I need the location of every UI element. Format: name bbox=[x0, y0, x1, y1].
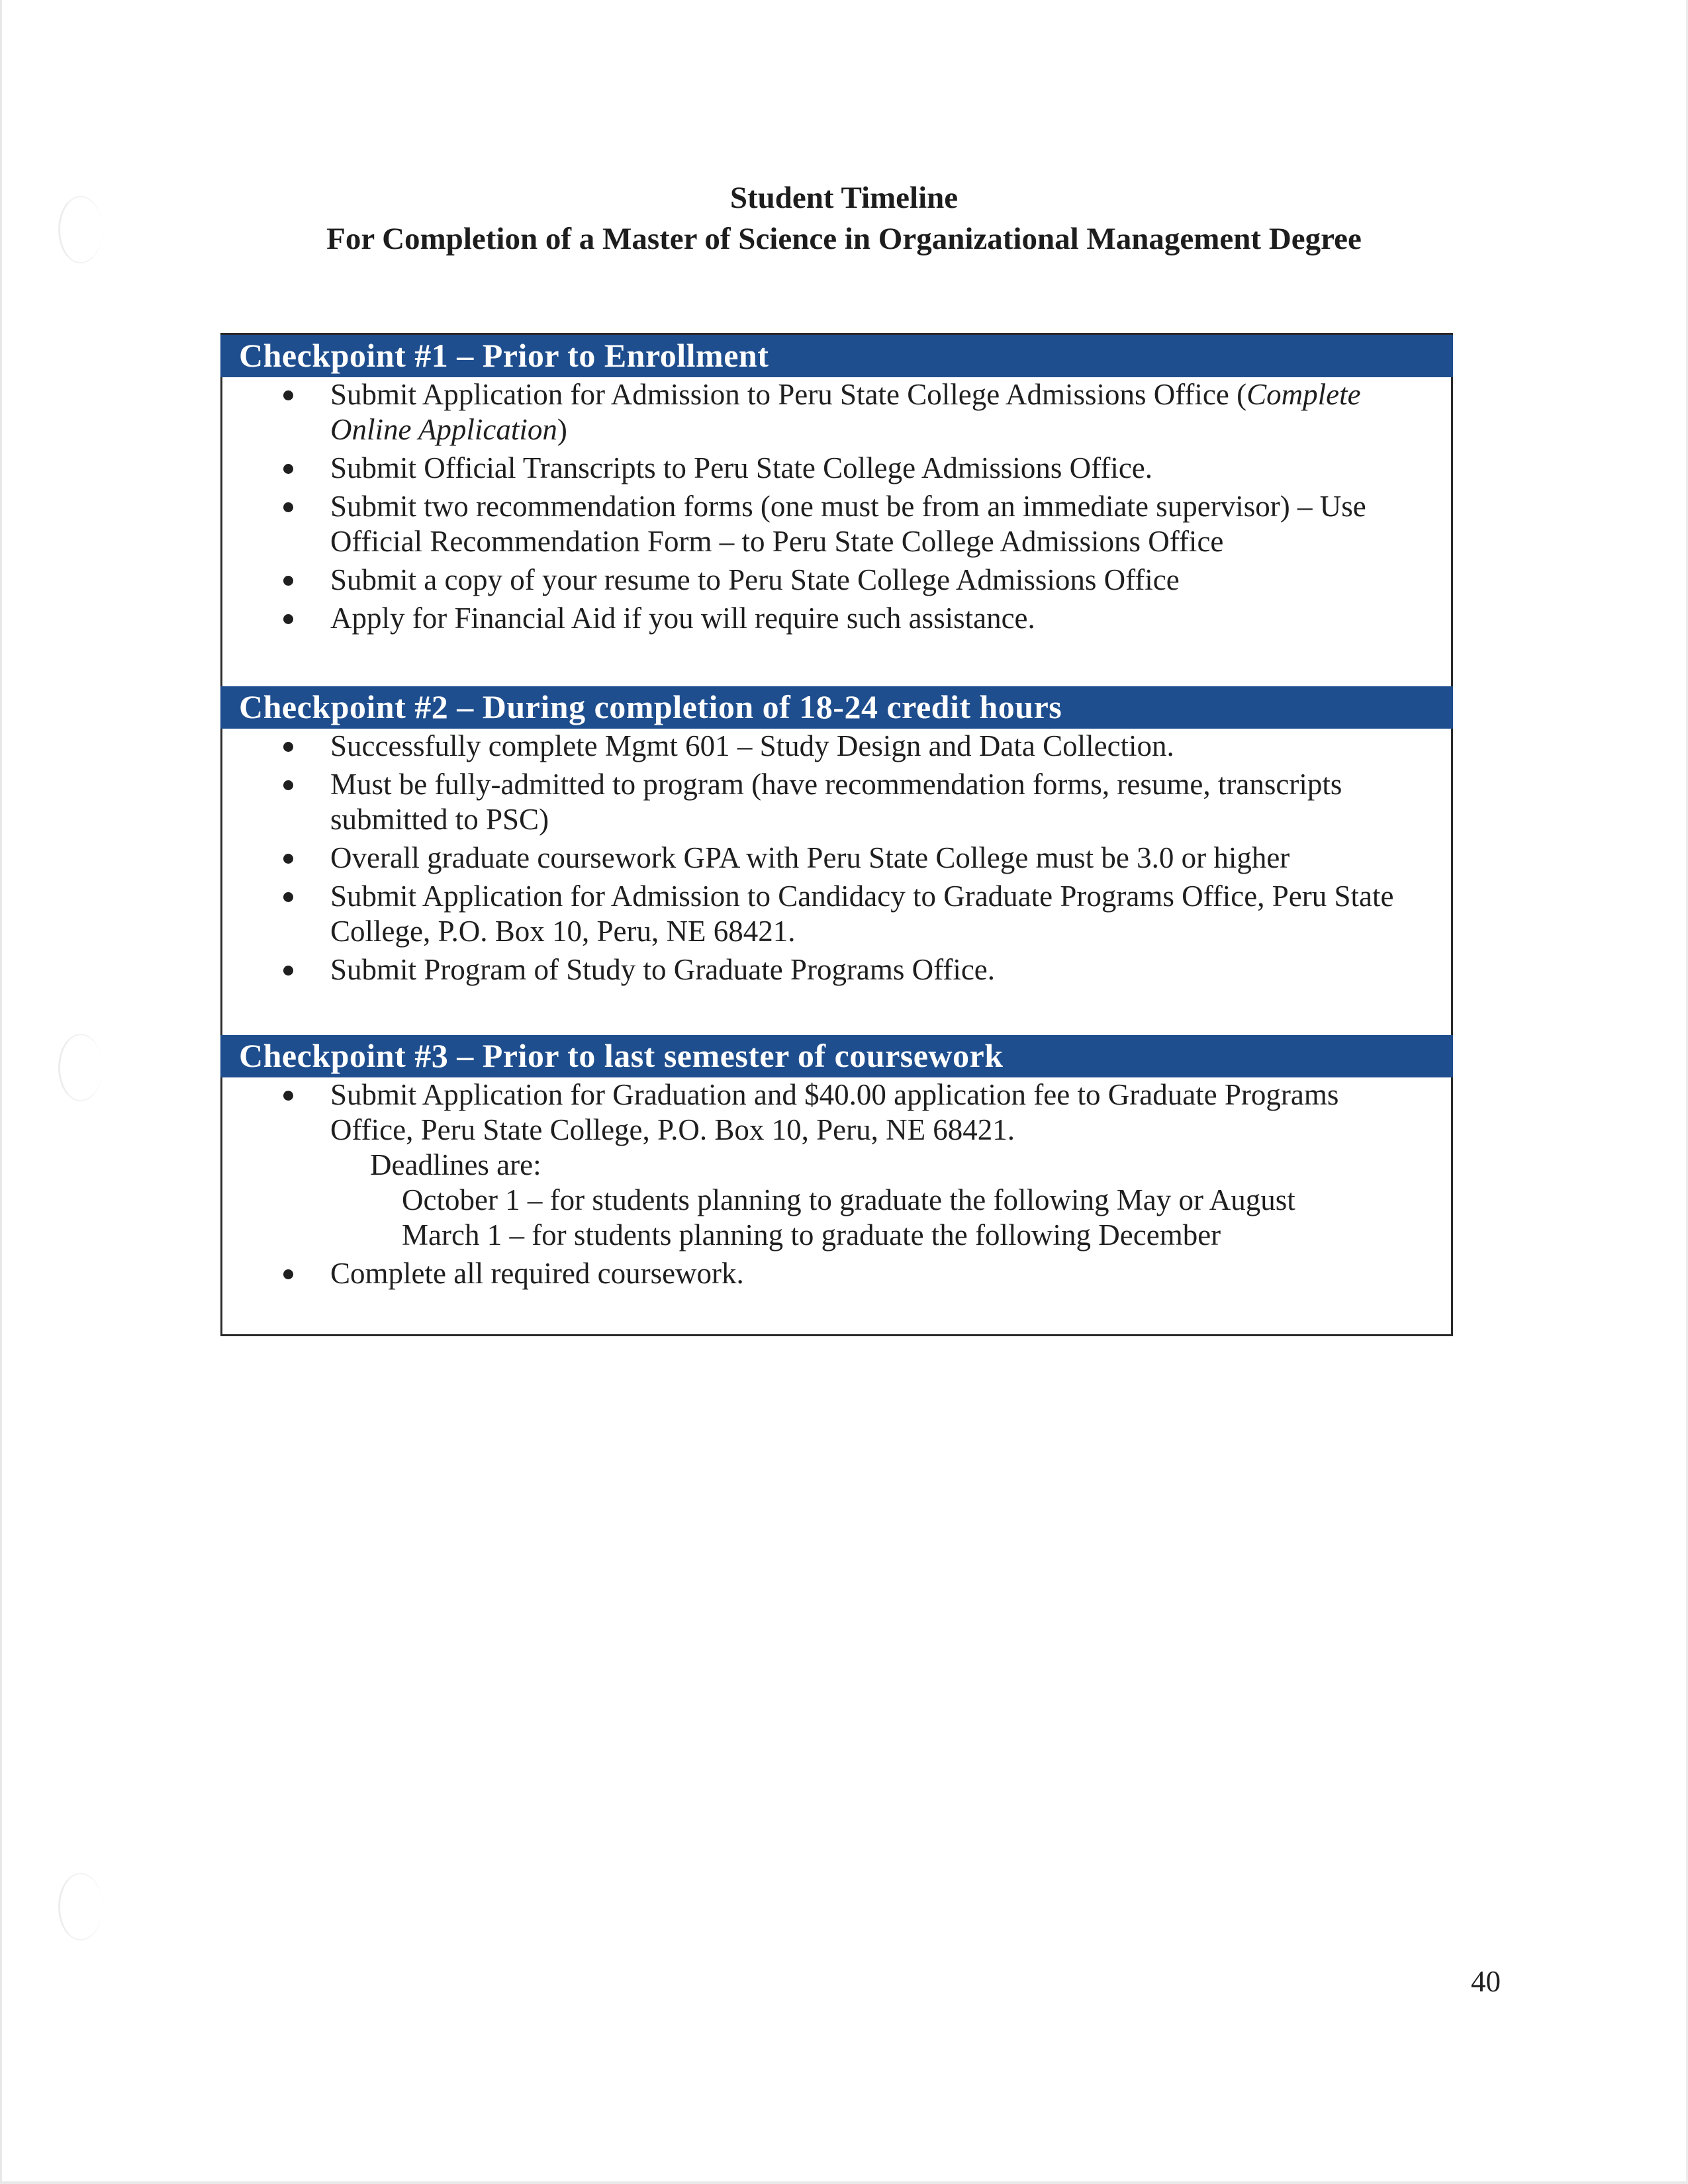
item-text: Overall graduate coursework GPA with Peru State College must be 3.0 or higher bbox=[330, 841, 1290, 874]
checkpoint-1-list bbox=[220, 377, 1453, 639]
list-item bbox=[220, 952, 1453, 987]
item-text: Submit two recommendation forms (one must be from an immediate supervisor) – Use Official Recommendation Form – to Peru State College Admissions Office bbox=[330, 490, 1366, 558]
item-text: Submit a copy of your resume to Peru State College Admissions Office bbox=[330, 563, 1180, 596]
list-item bbox=[220, 563, 1453, 598]
deadline-march: March 1 – for students planning to graduate the following December bbox=[402, 1218, 1221, 1251]
bullet-icon bbox=[283, 780, 293, 790]
bullet-icon bbox=[283, 502, 293, 512]
document-subtitle: For Completion of a Master of Science in Organizational Management Degree bbox=[326, 222, 1362, 256]
item-text: Complete all required coursework. bbox=[330, 1257, 744, 1290]
list-item bbox=[220, 841, 1453, 876]
checkpoint-2-header: Checkpoint #2 – During completion of 18-24 credit hours bbox=[220, 686, 1453, 729]
list-item bbox=[220, 879, 1453, 949]
punch-hole bbox=[58, 1873, 103, 1940]
deadlines-label: Deadlines are: bbox=[370, 1148, 541, 1181]
punch-hole bbox=[58, 1034, 103, 1101]
item-text: Submit Application for Graduation and $40.00 application fee to Graduate Programs Office, Peru State College, P.O. Box 10, Peru, NE 68421. bbox=[330, 1078, 1339, 1146]
checkpoint-3-header: Checkpoint #3 – Prior to last semester of coursework bbox=[220, 1035, 1453, 1077]
list-item bbox=[220, 451, 1453, 486]
list-item bbox=[220, 1077, 1453, 1253]
item-text: Must be fully-admitted to program (have recommendation forms, resume, transcripts submitted to PSC) bbox=[330, 768, 1342, 836]
bullet-icon bbox=[283, 1091, 293, 1101]
item-text: Apply for Financial Aid if you will require such assistance. bbox=[330, 602, 1035, 635]
bullet-icon bbox=[283, 614, 293, 624]
item-text: Submit Application for Admission to Candidacy to Graduate Programs Office, Peru State College, P.O. Box 10, Peru, NE 68421. bbox=[330, 880, 1394, 948]
checkpoint-2-list bbox=[220, 729, 1453, 991]
deadline-october: October 1 – for students planning to graduate the following May or August bbox=[402, 1183, 1295, 1216]
document-title: Student Timeline bbox=[729, 181, 959, 215]
item-text: Successfully complete Mgmt 601 – Study Design and Data Collection. bbox=[330, 729, 1174, 762]
bullet-icon bbox=[283, 390, 293, 400]
title-block bbox=[0, 177, 1688, 259]
list-item bbox=[220, 1256, 1453, 1291]
bullet-icon bbox=[283, 966, 293, 976]
item-suffix: ) bbox=[557, 413, 567, 446]
bullet-icon bbox=[283, 854, 293, 864]
list-item bbox=[220, 729, 1453, 764]
item-emphasis: Complete Online Application bbox=[330, 378, 1361, 446]
item-text: Submit Application for Admission to Peru State College Admissions Office ( bbox=[330, 378, 1247, 411]
bullet-icon bbox=[283, 892, 293, 902]
item-text: Submit Official Transcripts to Peru State College Admissions Office. bbox=[330, 451, 1153, 484]
list-item bbox=[220, 601, 1453, 636]
page-number: 40 bbox=[1471, 1965, 1501, 1998]
checkpoint-3-list bbox=[220, 1077, 1453, 1295]
list-item bbox=[220, 377, 1453, 447]
bullet-icon bbox=[283, 1269, 293, 1279]
bullet-icon bbox=[283, 576, 293, 586]
bullet-icon bbox=[283, 742, 293, 752]
bullet-icon bbox=[283, 464, 293, 474]
list-item bbox=[220, 489, 1453, 559]
checkpoint-1-header: Checkpoint #1 – Prior to Enrollment bbox=[220, 335, 1453, 377]
item-text: Submit Program of Study to Graduate Programs Office. bbox=[330, 953, 996, 986]
list-item bbox=[220, 767, 1453, 837]
